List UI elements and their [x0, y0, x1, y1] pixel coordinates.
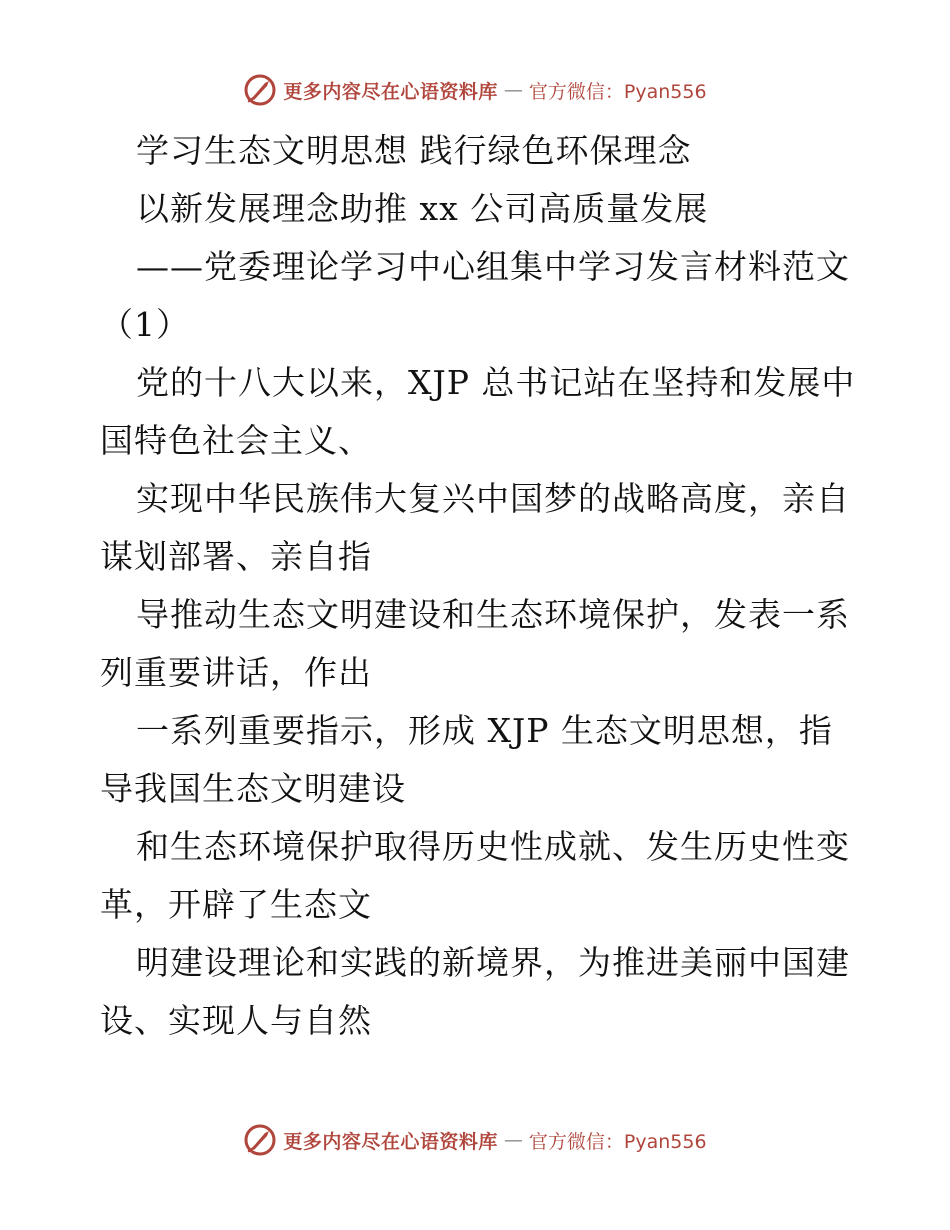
paragraph-line: 和生态环境保护取得历史性成就、发生历史性变: [136, 827, 850, 866]
site-name: 更多内容尽在心语资料库: [283, 1130, 498, 1153]
title-line-1: 学习生态文明思想 践行绿色环保理念: [136, 131, 692, 170]
paragraph-line: 设、实现人与自然: [100, 1001, 372, 1040]
paragraph-line: 党的十八大以来，XJP 总书记站在坚持和发展中: [136, 363, 856, 402]
paragraph-line: 实现中华民族伟大复兴中国梦的战略高度，亲自: [136, 479, 850, 518]
banner-separator: —: [503, 1129, 523, 1151]
site-name: 更多内容尽在心语资料库: [283, 80, 498, 103]
title-line-3-cont: （1）: [100, 305, 190, 344]
paragraph-line: 国特色社会主义、: [100, 421, 372, 460]
paragraph-line: 革，开辟了生态文: [100, 885, 372, 924]
document-body: [100, 122, 860, 1050]
paragraph-line: 明建设理论和实践的新境界，为推进美丽中国建: [136, 943, 850, 982]
paragraph-line: 谋划部署、亲自指: [100, 537, 372, 576]
paragraph-line: 导我国生态文明建设: [100, 769, 406, 808]
banner-separator: —: [503, 79, 523, 101]
header-banner: [0, 70, 950, 110]
paragraph-line: 一系列重要指示，形成 XJP 生态文明思想，指: [136, 711, 833, 750]
wechat-id: 官方微信：Pyan556: [528, 1130, 707, 1153]
wechat-id: 官方微信：Pyan556: [528, 80, 707, 103]
footer-banner: [0, 1120, 950, 1160]
paragraph-line: 导推动生态文明建设和生态环境保护，发表一系: [136, 595, 850, 634]
paragraph-line: 列重要讲话，作出: [100, 653, 372, 692]
quill-logo-icon: [243, 73, 277, 107]
title-line-3: ——党委理论学习中心组集中学习发言材料范文: [136, 247, 850, 286]
quill-logo-icon: [243, 1123, 277, 1157]
title-line-2: 以新发展理念助推 xx 公司高质量发展: [136, 189, 709, 228]
